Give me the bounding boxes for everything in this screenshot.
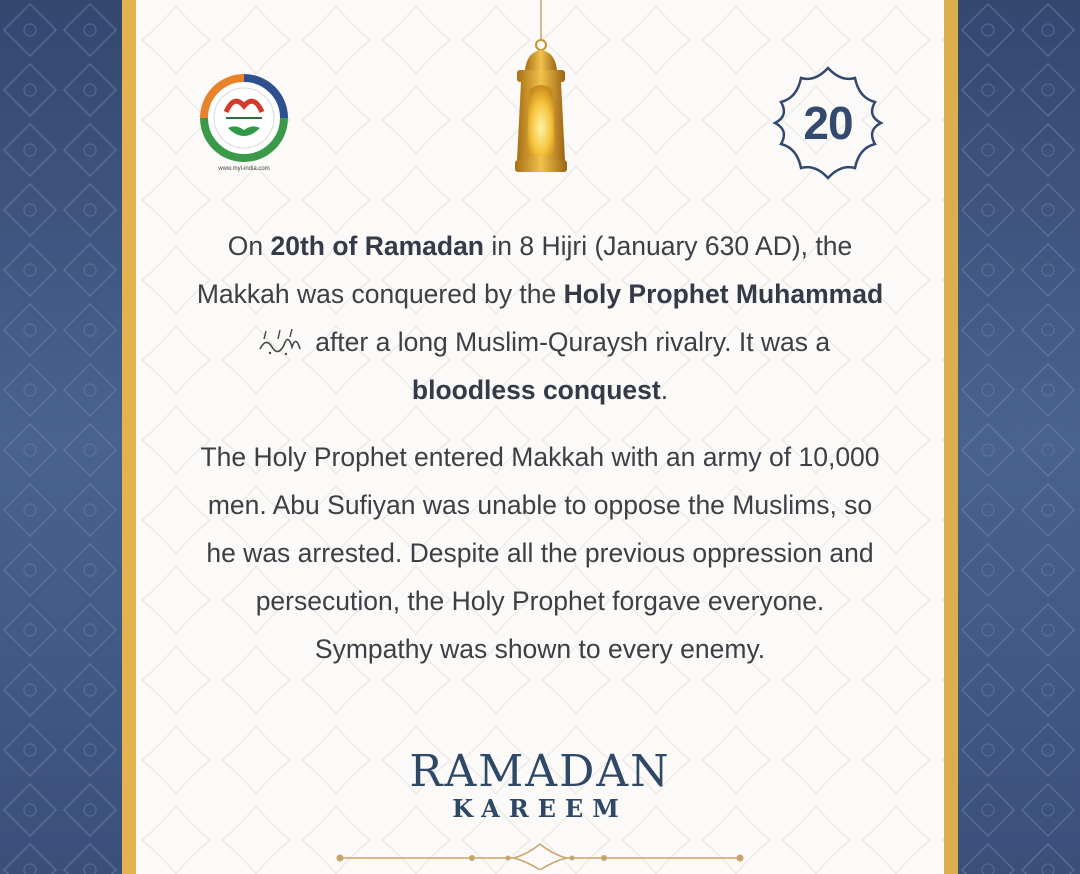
paragraph-conquest: On 20th of Ramadan in 8 Hijri (January 630 AD), the Makkah was conquered by the Holy Prophet Muhammad after a long Muslim-Quraysh rivalry. It was a bloodless conquest. [196,231,884,405]
ornamental-divider [332,840,748,870]
arabesque-pattern-left [0,0,122,874]
content-card [136,0,944,874]
pbuh-calligraphy-icon [256,327,304,357]
kareem-subtitle: KAREEM [452,794,628,823]
svg-text:www.myl-india.com: www.myl-india.com [218,166,270,172]
paragraph-details: The Holy Prophet entered Makkah with an army of 10,000 men. Abu Sufiyan was unable to oppose the Muslims, so he was arrested. Despite all the previous oppression and persecution, the Holy Prophet forgave everyone. Sympathy was shown to every enemy. [200,442,880,664]
ramadan-lantern-icon [501,0,581,180]
arabesque-pattern-right [958,0,1080,874]
ramadan-title: RAMADAN [409,746,671,797]
right-pattern-panel [958,0,1080,874]
minhaj-youth-league-logo [196,72,292,172]
day-number: 20 [803,97,853,149]
left-pattern-panel [0,0,122,874]
